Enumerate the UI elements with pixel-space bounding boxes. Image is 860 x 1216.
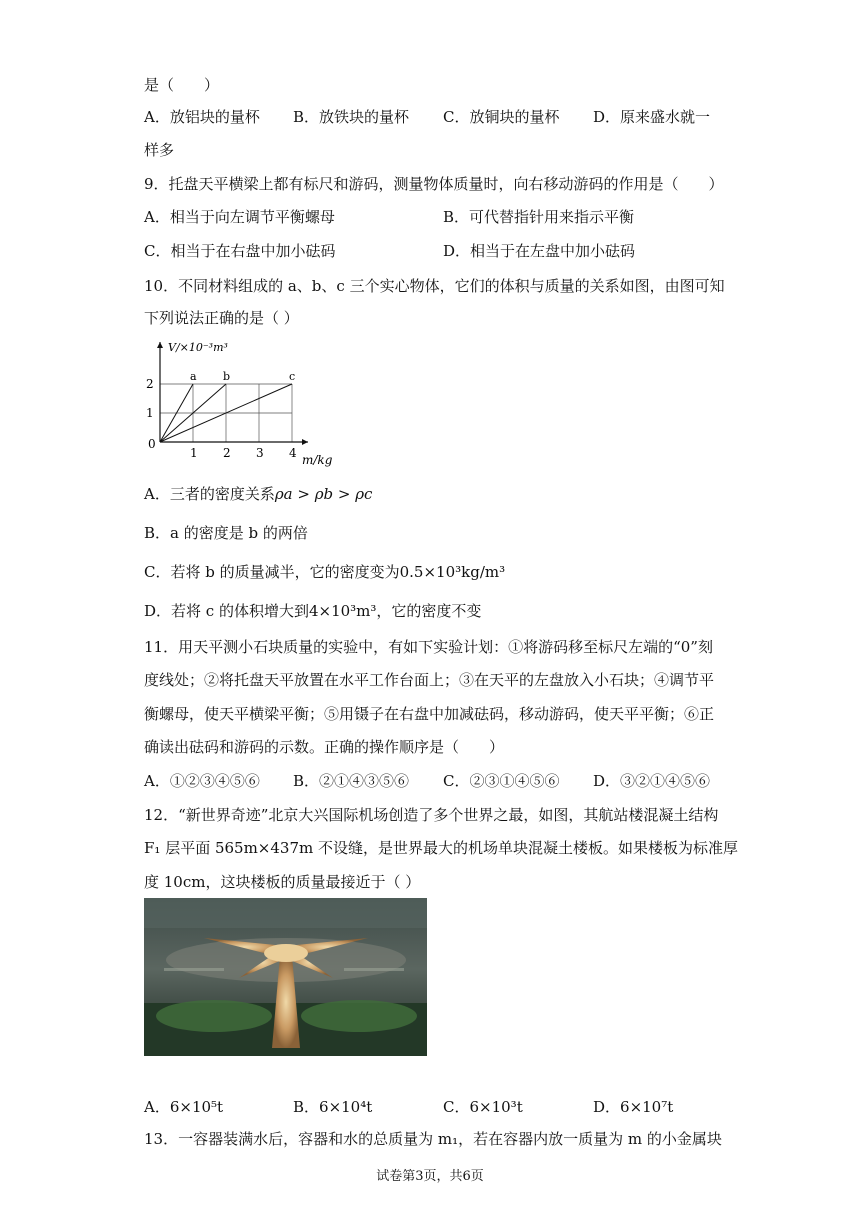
q12-option-a: A．6×10⁵t: [144, 1098, 224, 1116]
x-tick-label-3: 3: [256, 446, 264, 460]
q11-line-2: 度线处；②将托盘天平放置在水平工作台面上；③在天平的左盘放入小石块；④调节平: [144, 671, 715, 689]
chart-labels: [146, 341, 333, 467]
y-axis-arrow: [157, 342, 163, 348]
x-axis-label: m/kg: [302, 453, 333, 467]
q10-option-d-prefix: D．若将 c 的体积增大到: [144, 602, 309, 620]
page-footer: 试卷第3页，共6页: [376, 1169, 484, 1184]
q8-option-c: C．放铜块的量杯: [443, 108, 560, 126]
volume-mass-chart: [144, 338, 334, 468]
airport-photo: [144, 898, 427, 1056]
q12-line-1: 12．“新世界奇迹”北京大兴国际机场创造了多个世界之最，如图，其航站楼混凝土结构: [144, 806, 719, 824]
q11-option-a: A．①②③④⑤⑥: [144, 772, 260, 790]
q12-option-c: C．6×10³t: [443, 1098, 523, 1116]
y-axis-label: V/×10⁻³m³: [168, 341, 228, 354]
q10-option-a-prefix: A．三者的密度关系: [144, 485, 275, 503]
q9-stem: 9．托盘天平横梁上都有标尺和游码，测量物体质量时，向右移动游码的作用是（ ）: [144, 175, 724, 193]
q11-option-d: D．③②①④⑤⑥: [593, 772, 711, 790]
q12-option-b: B．6×10⁴t: [293, 1098, 373, 1116]
x-tick-label-2: 2: [223, 446, 231, 460]
q12-line-3: 度 10cm，这块楼板的质量最接近于（ ）: [144, 873, 421, 891]
origin-label: 0: [148, 437, 156, 451]
q12-option-d: D．6×10⁷t: [593, 1098, 674, 1116]
chart-axes: [157, 342, 308, 445]
q11-option-c: C．②③①④⑤⑥: [443, 772, 560, 790]
q9-option-b: B．可代替指针用来指示平衡: [443, 208, 635, 226]
q8-option-a: A．放铝块的量杯: [144, 108, 260, 126]
q10-option-d-suffix: ，它的密度不变: [376, 602, 482, 620]
q8-stem-end: 是（ ）: [144, 76, 220, 94]
y-tick-label-2: 2: [146, 377, 154, 391]
series-label-b: b: [223, 370, 231, 383]
series-label-c: c: [289, 370, 296, 383]
q10-option-b: B．a 的密度是 b 的两倍: [144, 524, 308, 542]
q10-option-c-math: 0.5×10³kg/m³: [399, 563, 506, 581]
q13-line-1: 13．一容器装满水后，容器和水的总质量为 m₁，若在容器内放一质量为 m 的小金属块: [144, 1130, 722, 1148]
q10-option-c: [144, 562, 505, 582]
series-label-a: a: [190, 370, 197, 383]
q8-option-d-wrap: 样多: [144, 141, 175, 159]
q12-line-2: F₁ 层平面 565m×437m 不设缝，是世界最大的机场单块混凝土楼板。如果楼板为标准厚: [144, 839, 739, 857]
q10-option-d: [144, 601, 481, 621]
x-tick-label-1: 1: [190, 446, 198, 460]
q8-option-b: B．放铁块的量杯: [293, 108, 410, 126]
q10-option-c-prefix: C．若将 b 的质量减半，它的密度变为: [144, 563, 400, 581]
q9-option-d: D．相当于在左盘中加小砝码: [443, 242, 636, 260]
y-tick-label-1: 1: [146, 406, 154, 420]
q11-line-4: 确读出砝码和游码的示数。正确的操作顺序是（ ）: [144, 738, 505, 756]
q10-stem-line1: 10．不同材料组成的 a、b、c 三个实心物体，它们的体积与质量的关系如图，由图可知: [144, 277, 725, 295]
q11-option-b: B．②①④③⑤⑥: [293, 772, 410, 790]
q9-option-c: C．相当于在右盘中加小砝码: [144, 242, 336, 260]
q8-option-d: D．原来盛水就一: [593, 108, 711, 126]
x-axis-arrow: [302, 439, 308, 445]
q11-line-3: 衡螺母，使天平横梁平衡；⑤用镊子在右盘中加减砝码，移动游码，使天平平衡；⑥正: [144, 705, 715, 723]
q10-stem-line2: 下列说法正确的是（ ）: [144, 309, 299, 327]
q9-option-a: A．相当于向左调节平衡螺母: [144, 208, 335, 226]
x-tick-label-4: 4: [289, 446, 297, 460]
q10-option-d-math: 4×10³m³: [308, 602, 377, 620]
q11-line-1: 11．用天平测小石块质量的实验中，有如下实验计划：①将游码移至标尺左端的“0”刻: [144, 638, 713, 656]
airport-aerial-image: [144, 898, 427, 1056]
q10-option-a: [144, 484, 372, 504]
q10-option-a-math: ρa > ρb > ρc: [274, 485, 373, 503]
